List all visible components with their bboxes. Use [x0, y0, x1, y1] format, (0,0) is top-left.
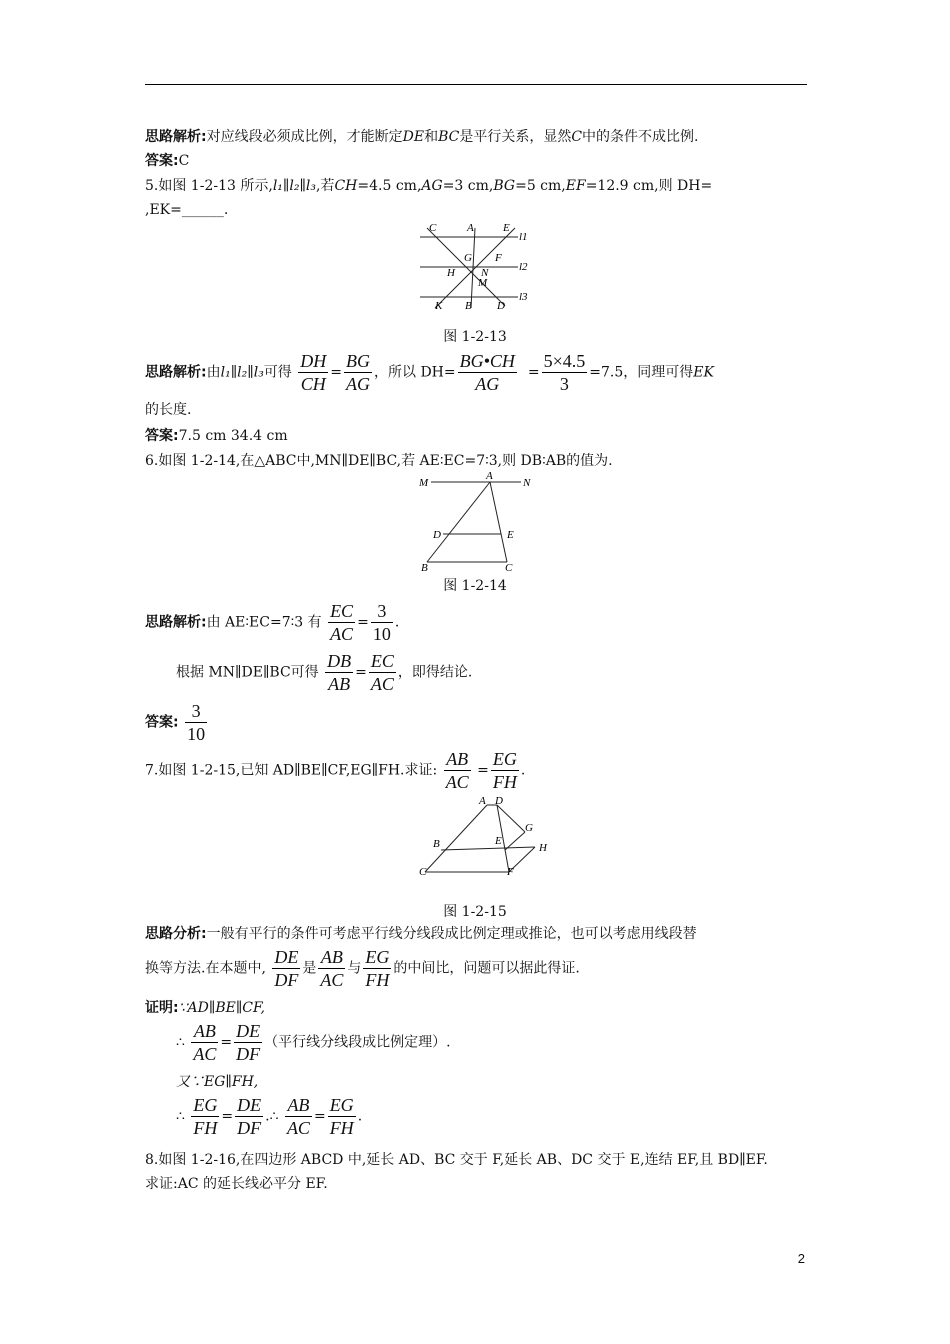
header-rule	[145, 84, 807, 85]
fig13-label-5: F	[495, 252, 502, 264]
q5-answer: 答案:7.5 cm 34.4 cm	[145, 428, 288, 444]
page-number: 2	[797, 1251, 805, 1266]
fraction: $\frac{DE}{DF}$	[274, 947, 299, 990]
q4-answer: 答案:C	[145, 153, 190, 169]
fig14-label-3: D	[433, 529, 441, 541]
fraction: $\frac{AB}{AC}$	[320, 947, 344, 990]
fig13-label-8: l2	[519, 261, 528, 273]
figure-1-2-13	[415, 220, 535, 315]
q5-stem-cont: ,EK=______.	[145, 202, 229, 218]
q7-analysis: 思路分析:一般有平行的条件可考虑平行线分线段成比例定理或推论，也可以考虑用线段替	[145, 926, 697, 942]
q6-analysis: 思路解析:由 AE∶EC=7∶3 有 $\frac{EC}{AC}$ = $\frac{3}{10}$ .	[145, 601, 400, 644]
fig13-label-10: K	[435, 300, 443, 312]
q4-analysis: 思路解析:对应线段必须成比例，才能断定DE和BC是平行关系，显然C中的条件不成比例.	[145, 129, 699, 145]
fraction: $\frac{3}{10}$	[187, 701, 206, 744]
fraction: $\frac{DE}{DF}$	[236, 1021, 261, 1064]
fig15-label-7: F	[507, 866, 514, 878]
q7-proof-3: 又∵EG∥FH,	[176, 1074, 259, 1090]
fraction: $\frac{EC}{AC}$	[330, 601, 354, 644]
q7-stem: 7.如图 1-2-15,已知 AD∥BE∥CF,EG∥FH.求证: $\frac{AB}{AC}$ = $\frac{EG}{FH}$ .	[145, 749, 526, 792]
q7-proof-4: ∴ $\frac{EG}{FH}$ = $\frac{DE}{DF}$ .∴ $\frac{AB}{AC}$ = $\frac{EG}{FH}$ .	[176, 1095, 363, 1138]
fig14-label-4: E	[507, 529, 514, 541]
caption-1-2-13: 图 1-2-13	[443, 329, 507, 345]
q5-analysis: 思路解析:由l₁∥l₂∥l₃可得 $\frac{DH}{CH}$ = $\frac{BG}{AG}$ ，所以 DH= $\frac{BG•CH}{AG}$ = $\frac{5\times 4.5}{3}$ =7.5，同理可得EK	[145, 351, 714, 394]
fraction: $\frac{EG}{FH}$	[365, 947, 390, 990]
fig13-label-7: N	[481, 267, 489, 279]
fig13-label-13: l3	[519, 291, 528, 303]
fig13-label-12: D	[497, 300, 505, 312]
fig13-label-2: E	[503, 222, 510, 234]
fraction: $\frac{EC}{AC}$	[370, 651, 394, 694]
fig14-label-5: B	[421, 562, 428, 572]
fig13-label-6: H	[447, 267, 455, 279]
figure-1-2-14	[415, 470, 535, 572]
fig14-label-0: M	[419, 477, 429, 489]
fraction: $\frac{AB}{AC}$	[193, 1021, 217, 1064]
fig15-label-3: B	[433, 838, 440, 850]
figure-1-2-15	[415, 795, 555, 880]
fraction: $\frac{DH}{CH}$	[300, 351, 327, 394]
caption-1-2-15: 图 1-2-15	[443, 904, 507, 920]
fraction: $\frac{DB}{AB}$	[327, 651, 352, 694]
fig15-label-0: A	[479, 795, 486, 807]
q8-stem: 8.如图 1-2-16,在四边形 ABCD 中,延长 AD、BC 交于 F,延长 AB、DC 交于 E,连结 EF,且 BD∥EF.	[145, 1152, 768, 1168]
fig15-label-4: E	[495, 835, 502, 847]
fraction: $\frac{BG}{AG}$	[346, 351, 370, 394]
fig15-label-1: D	[495, 795, 503, 807]
fig13-label-9: M	[478, 277, 488, 289]
q6-answer: 答案: $\frac{3}{10}$	[145, 701, 206, 744]
fraction: $\frac{AB}{AC}$	[445, 749, 469, 792]
q6-stem: 6.如图 1-2-14,在△ABC中,MN∥DE∥BC,若 AE∶EC=7∶3,则 DB∶AB的值为.	[145, 453, 613, 469]
fraction: $\frac{3}{10}$	[372, 601, 391, 644]
fraction: $\frac{BG•CH}{AG}$	[459, 351, 515, 394]
fig13-label-0: C	[429, 222, 437, 234]
fig13-label-3: l1	[519, 231, 528, 243]
fig15-label-6: C	[419, 866, 427, 878]
q5-stem: 5.如图 1-2-13 所示,l₁∥l₂∥l₃,若CH=4.5 cm,AG=3 cm,BG=5 cm,EF=12.9 cm,则 DH=	[145, 178, 713, 194]
fraction: $\frac{AB}{AC}$	[286, 1095, 310, 1138]
fig14-label-1: A	[486, 470, 493, 482]
fig15-label-2: G	[525, 822, 533, 834]
fraction: $\frac{EG}{FH}$	[329, 1095, 354, 1138]
fig15-label-5: H	[539, 842, 547, 854]
fig13-label-1: A	[467, 222, 474, 234]
q7-proof-2: ∴ $\frac{AB}{AC}$ = $\frac{DE}{DF}$ （平行线分线段成比例定理）.	[176, 1021, 451, 1064]
fig13-label-4: G	[464, 252, 472, 264]
caption-1-2-14: 图 1-2-14	[443, 578, 507, 594]
fraction: $\frac{EG}{FH}$	[193, 1095, 218, 1138]
fraction: $\frac{5\times 4.5}{3}$	[543, 351, 586, 394]
fig14-label-2: N	[523, 477, 531, 489]
fraction: $\frac{EG}{FH}$	[492, 749, 517, 792]
q5-analysis-cont: 的长度.	[145, 402, 192, 418]
q6-analysis-cont: 根据 MN∥DE∥BC可得 $\frac{DB}{AB}$ = $\frac{EC}{AC}$ ，即得结论.	[176, 651, 473, 694]
fraction: $\frac{DE}{DF}$	[237, 1095, 262, 1138]
q8-stem-cont: 求证:AC 的延长线必平分 EF.	[145, 1176, 328, 1192]
fig13-label-11: B	[465, 300, 472, 312]
q7-analysis-cont: 换等方法.在本题中, $\frac{DE}{DF}$ 是 $\frac{AB}{AC}$ 与 $\frac{EG}{FH}$ 的中间比，问题可以据此得证.	[145, 947, 580, 990]
fig14-label-6: C	[505, 562, 513, 572]
q7-proof-1: 证明:∵AD∥BE∥CF,	[145, 1000, 265, 1016]
